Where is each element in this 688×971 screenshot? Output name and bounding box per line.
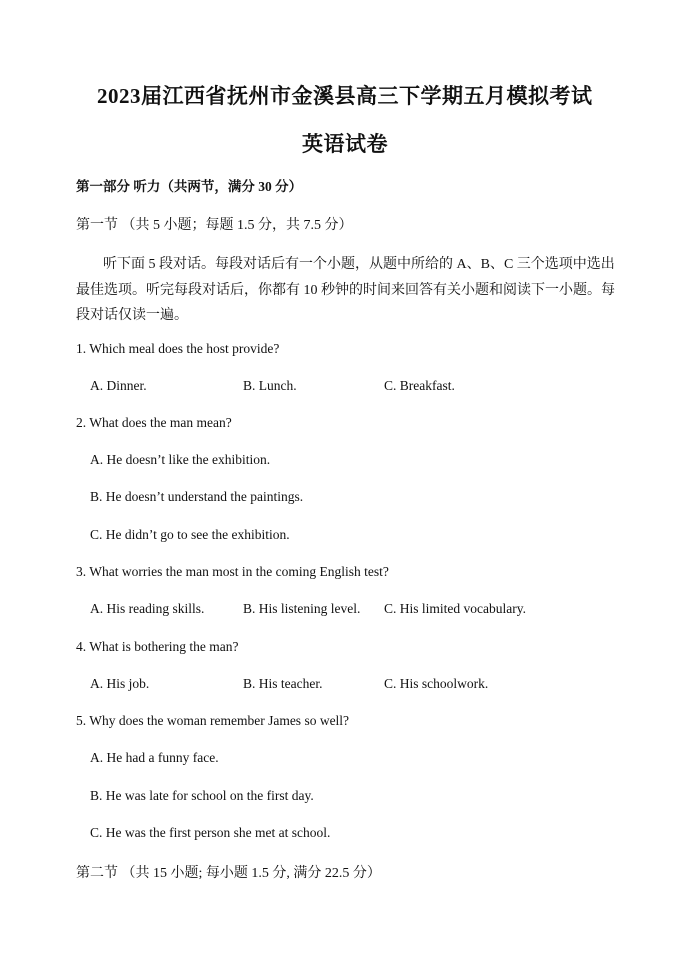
question-4-option-b: B. His teacher. xyxy=(243,676,323,691)
question-2-option-b: B. He doesn’t understand the paintings. xyxy=(90,489,304,504)
question-2-option-c: C. He didn’t go to see the exhibition. xyxy=(90,527,290,542)
section2-heading: 第二节 （共 15 小题; 每小题 1.5 分, 满分 22.5 分） xyxy=(76,866,381,881)
question-5-stem: 5. Why does the woman remember James so well? xyxy=(76,713,350,728)
question-5-option-b: B. He was late for school on the first day. xyxy=(90,788,314,803)
instructions-line-3: 段对话仅读一遍。 xyxy=(76,308,188,323)
question-3-option-b: B. His listening level. xyxy=(243,601,361,616)
instructions-line-2: 最佳选项。听完每段对话后，你都有 10 秒钟的时间来回答有关小题和阅读下一小题。每 xyxy=(76,283,615,298)
page-title: 2023届江西省抚州市金溪县高三下学期五月模拟考试 xyxy=(97,84,593,108)
instructions-line-1: 听下面 5 段对话。每段对话后有一个小题，从题中所给的 A、B、C 三个选项中选出 xyxy=(103,257,615,272)
question-1-option-a: A. Dinner. xyxy=(90,378,147,393)
part1-heading: 第一部分 听力（共两节，满分 30 分） xyxy=(76,179,303,194)
question-3-option-c: C. His limited vocabulary. xyxy=(384,601,526,616)
question-4-stem: 4. What is bothering the man? xyxy=(76,639,239,654)
question-5-option-a: A. He had a funny face. xyxy=(90,750,219,765)
question-3-option-a: A. His reading skills. xyxy=(90,601,205,616)
question-1-stem: 1. Which meal does the host provide? xyxy=(76,341,280,356)
question-2-stem: 2. What does the man mean? xyxy=(76,415,232,430)
question-2-option-a: A. He doesn’t like the exhibition. xyxy=(90,452,271,467)
question-1-option-b: B. Lunch. xyxy=(243,378,297,393)
question-5-option-c: C. He was the first person she met at school. xyxy=(90,825,331,840)
question-4-option-a: A. His job. xyxy=(90,676,150,691)
page-subtitle: 英语试卷 xyxy=(302,132,388,156)
question-1-option-c: C. Breakfast. xyxy=(384,378,455,393)
section1-heading: 第一节 （共 5 小题；每题 1.5 分，共 7.5 分） xyxy=(76,218,353,233)
question-4-option-c: C. His schoolwork. xyxy=(384,676,489,691)
question-3-stem: 3. What worries the man most in the coming English test? xyxy=(76,564,389,579)
